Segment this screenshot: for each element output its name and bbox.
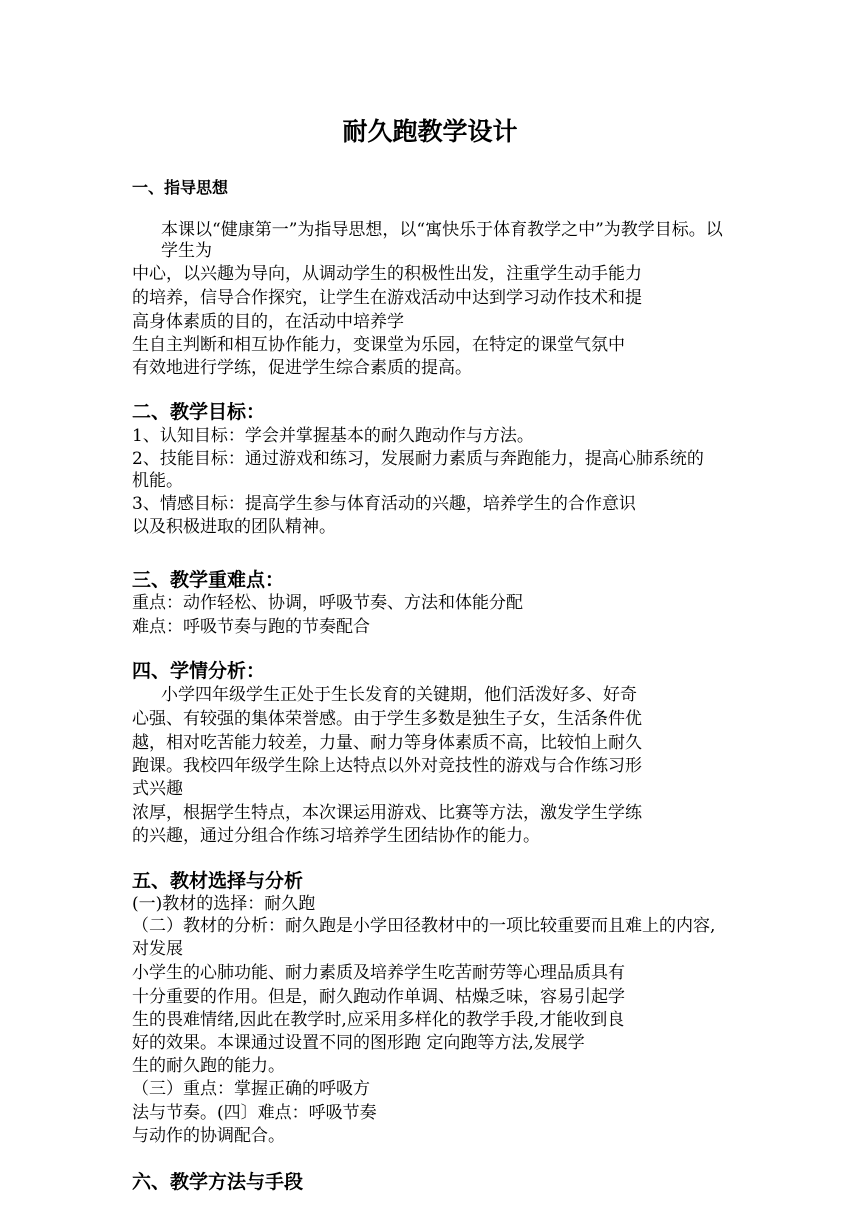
- paragraph-line: 学生为: [161, 241, 212, 261]
- paragraph-line: 难点：呼吸节奏与跑的节奏配合: [132, 617, 370, 637]
- paragraph-line: 以及积极进取的团队精神。: [132, 517, 336, 537]
- paragraph-line: 机能。: [132, 471, 183, 491]
- paragraph-line: 对发展: [132, 939, 183, 959]
- paragraph-line: （二）教材的分析：耐久跑是小学田径教材中的一项比较重要而且难上的内容,: [132, 916, 716, 936]
- section-heading-student-analysis: 四、学情分析：: [132, 660, 266, 682]
- paragraph-line: 2、技能目标：通过游戏和练习，发展耐力素质与奔跑能力，提高心肺系统的: [132, 449, 704, 469]
- document-title: 耐久跑教学设计: [342, 117, 518, 146]
- section-heading-teaching-methods: 六、教学方法与手段: [132, 1171, 304, 1193]
- paragraph-line: 生自主判断和相互协作能力，变课堂为乐园，在特定的课堂气氛中: [132, 335, 625, 355]
- paragraph-line: 的兴趣，通过分组合作练习培养学生团结协作的能力。: [132, 826, 540, 846]
- paragraph-line: 生的耐久跑的能力。: [132, 1056, 285, 1076]
- paragraph-line: 高身体素质的目的，在活动中培养学: [132, 312, 404, 332]
- section-heading-teaching-goals: 二、教学目标：: [132, 401, 266, 423]
- paragraph-line: (一)教材的选择：耐久跑: [132, 894, 316, 914]
- paragraph-line: 越，相对吃苦能力较差，力量、耐力等身体素质不高，比较怕上耐久: [132, 733, 642, 753]
- paragraph-line: 好的效果。本课通过设置不同的图形跑 定向跑等方法,发展学: [132, 1033, 585, 1053]
- paragraph-line: 十分重要的作用。但是，耐久跑动作单调、枯燥乏味，容易引起学: [132, 987, 625, 1007]
- paragraph-line: 的培养，信导合作探究，让学生在游戏活动中达到学习动作技术和提: [132, 288, 642, 308]
- paragraph-line: 重点：动作轻松、协调，呼吸节奏、方法和体能分配: [132, 593, 523, 613]
- paragraph-line: 有效地进行学练，促进学生综合素质的提高。: [132, 358, 472, 378]
- paragraph-line: 式兴趣: [132, 779, 183, 799]
- paragraph-line: （三）重点：掌握正确的呼吸方: [132, 1079, 370, 1099]
- paragraph-line: 生的畏难情绪,因此在教学时,应采用多样化的教学手段,才能收到良: [132, 1010, 625, 1030]
- paragraph-line: 与动作的协调配合。: [132, 1126, 285, 1146]
- paragraph-line: 心强、有较强的集体荣誉感。由于学生多数是独生子女，生活条件优: [132, 709, 642, 729]
- paragraph-line: 小学四年级学生正处于生长发育的关键期，他们活泼好多、好奇: [161, 685, 637, 705]
- paragraph-line: 跑课。我校四年级学生除上达特点以外对竞技性的游戏与合作练习形: [132, 756, 642, 776]
- paragraph-line: 中心，以兴趣为导向，从调动学生的积极性出发，注重学生动手能力: [132, 264, 642, 284]
- paragraph-line: 小学生的心肺功能、耐力素质及培养学生吃苦耐劳等心理品质具有: [132, 963, 625, 983]
- section-heading-guiding-ideology: 一、指导思想: [132, 178, 229, 197]
- section-heading-key-points: 三、教学重难点：: [132, 569, 285, 591]
- paragraph-line: 浓厚，根据学生特点，本次课运用游戏、比赛等方法，激发学生学练: [132, 803, 642, 823]
- paragraph-line: 3、情感目标：提高学生参与体育活动的兴趣，培养学生的合作意识: [132, 494, 636, 514]
- paragraph-line: 本课以“健康第一”为指导思想，以“寓快乐于体育教学之中”为教学目标。以: [161, 220, 723, 240]
- paragraph-line: 法与节奏。(四〕难点：呼吸节奏: [132, 1103, 377, 1123]
- section-heading-material-analysis: 五、教材选择与分析: [132, 870, 304, 892]
- paragraph-line: 1、认知目标：学会并掌握基本的耐久跑动作与方法。: [132, 426, 534, 446]
